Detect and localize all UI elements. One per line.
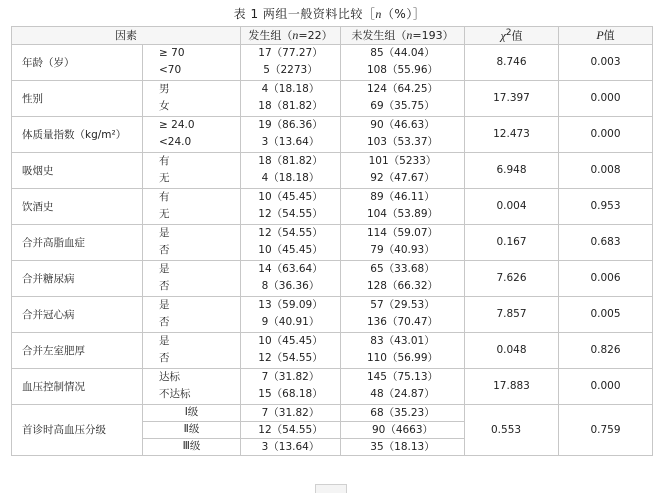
subs-line: 否 [159, 244, 170, 257]
subs-line: 否 [159, 280, 170, 293]
table-row [12, 44, 653, 80]
header-group1-suffix: =22） [298, 29, 333, 43]
table-row [12, 404, 653, 421]
group1-cell [241, 152, 341, 188]
header-factor: 因素 [12, 27, 241, 45]
g2-line: 114（59.07） [366, 226, 439, 239]
factor-cell: 合并左室肥厚 [12, 332, 143, 368]
group1-cell [241, 260, 341, 296]
p-value-cell: 0.006 [559, 260, 653, 296]
chi-square-cell: 8.746 [465, 44, 559, 80]
g1-line: 10（45.45） [258, 334, 323, 347]
chi-square-cell: 7.857 [465, 296, 559, 332]
g2-line: 79（40.93） [370, 244, 435, 257]
header-row [12, 27, 653, 45]
g2-line: 65（33.68） [370, 262, 435, 275]
bottom-tab [315, 484, 347, 493]
g2-line: 128（66.32） [366, 280, 439, 293]
factor-cell: 血压控制情况 [12, 368, 143, 404]
g1-line: 3（13.64） [261, 136, 320, 149]
header-group1-n: n [292, 28, 299, 43]
subs-line: 是 [159, 262, 170, 275]
header-chi-symbol: χ [500, 28, 506, 43]
subs-line: 女 [159, 100, 170, 113]
table-row [12, 188, 653, 224]
p-value-cell: 0.000 [559, 80, 653, 116]
g1-line: 19（86.36） [258, 118, 323, 131]
group2-cell [341, 368, 465, 404]
subs-line: 有 [159, 154, 170, 167]
group2-cell [341, 332, 465, 368]
chi-square-cell: 12.473 [465, 116, 559, 152]
g2-line: 85（44.04） [370, 46, 435, 59]
table-row [12, 260, 653, 296]
g2-line: 103（53.37） [366, 136, 439, 149]
p-value-cell: 0.826 [559, 332, 653, 368]
p-value-cell: 0.008 [559, 152, 653, 188]
group2-cell: 35（18.13） [341, 438, 465, 455]
g2-line: 124（64.25） [366, 82, 439, 95]
g1-line: 12（54.55） [258, 226, 323, 239]
header-chi-suffix: 值 [511, 29, 523, 43]
g1-line: 7（31.82） [261, 370, 320, 383]
group1-cell [241, 224, 341, 260]
caption-unit: （%）］ [381, 7, 426, 21]
p-value-cell: 0.000 [559, 368, 653, 404]
factor-cell: 饮酒史 [12, 188, 143, 224]
group2-cell [341, 188, 465, 224]
p-value-cell: 0.003 [559, 44, 653, 80]
group2-cell [341, 260, 465, 296]
g1-line: 13（59.09） [258, 298, 323, 311]
table-row [12, 332, 653, 368]
factor-cell: 首诊时高血压分级 [12, 404, 143, 455]
g1-line: 14（63.64） [258, 262, 323, 275]
chi-square-cell: 17.397 [465, 80, 559, 116]
category-cell [143, 404, 241, 421]
g2-line: 83（43.01） [370, 334, 435, 347]
factor-cell: 合并高脂血症 [12, 224, 143, 260]
category-cell [143, 438, 241, 455]
subs-line: <70 [159, 64, 182, 77]
p-value-cell: 0.953 [559, 188, 653, 224]
chi-square-cell: 6.948 [465, 152, 559, 188]
category-cell [143, 116, 241, 152]
g1-line: 4（18.18） [261, 82, 320, 95]
g1-line: 15（68.18） [258, 388, 323, 401]
factor-cell: 体质量指数（kg/m²） [12, 116, 143, 152]
header-group1-prefix: 发生组（ [248, 29, 293, 43]
p-value-cell: 0.683 [559, 224, 653, 260]
header-p-value [559, 27, 653, 45]
g2-line: 108（55.96） [366, 64, 439, 77]
subs-line: <24.0 [159, 136, 192, 149]
g1-line: 17（77.27） [258, 46, 323, 59]
g2-line: 48（24.87） [370, 388, 435, 401]
table-row [12, 368, 653, 404]
header-p-suffix: 值 [603, 29, 615, 43]
category-cell [143, 152, 241, 188]
group1-cell [241, 332, 341, 368]
subs-line: Ⅲ级 [182, 440, 201, 453]
header-group2 [341, 27, 465, 45]
subs-line: Ⅰ级 [184, 406, 199, 419]
p-value-cell: 0.000 [559, 116, 653, 152]
g1-line: 8（36.36） [261, 280, 320, 293]
chi-square-cell: 0.167 [465, 224, 559, 260]
g2-line: 92（47.67） [370, 172, 435, 185]
table-row [12, 296, 653, 332]
g2-line: 110（56.99） [366, 352, 439, 365]
g2-line: 57（29.53） [370, 298, 435, 311]
table-row [12, 80, 653, 116]
subs-line: 是 [159, 334, 170, 347]
g2-line: 104（53.89） [366, 208, 439, 221]
g2-line: 136（70.47） [366, 316, 439, 329]
chi-square-cell: 0.048 [465, 332, 559, 368]
factor-cell: 合并糖尿病 [12, 260, 143, 296]
g2-line: 90（46.63） [370, 118, 435, 131]
header-chi-square [465, 27, 559, 45]
group1-cell: 12（54.55） [241, 421, 341, 438]
category-cell [143, 332, 241, 368]
table-row [12, 152, 653, 188]
g1-line: 10（45.45） [258, 244, 323, 257]
table-row [12, 116, 653, 152]
header-chi-sup: 2 [505, 27, 512, 38]
group2-cell [341, 152, 465, 188]
subs-line: Ⅱ级 [183, 423, 200, 436]
comparison-table [11, 26, 653, 456]
chi-square-cell: 17.883 [465, 368, 559, 404]
table-caption [0, 4, 659, 24]
group1-cell [241, 80, 341, 116]
group2-cell [341, 116, 465, 152]
group2-cell: 68（35.23） [341, 404, 465, 421]
subs-line: 无 [159, 172, 170, 185]
factor-cell: 性别 [12, 80, 143, 116]
g1-line: 5（2273） [263, 64, 318, 77]
subs-line: ≥ 24.0 [159, 118, 195, 131]
subs-line: 否 [159, 352, 170, 365]
g1-line: 10（45.45） [258, 190, 323, 203]
category-cell [143, 296, 241, 332]
p-value-cell: 0.005 [559, 296, 653, 332]
chi-square-cell: 7.626 [465, 260, 559, 296]
subs-line: ≥ 70 [159, 46, 185, 59]
group2-cell [341, 224, 465, 260]
chi-square-cell: 0.004 [465, 188, 559, 224]
group1-cell [241, 296, 341, 332]
p-value-cell: 0.759 [559, 404, 653, 455]
subs-line: 有 [159, 190, 170, 203]
group2-cell: 90（4663） [341, 421, 465, 438]
header-group2-suffix: =193） [412, 29, 454, 43]
subs-line: 男 [159, 82, 170, 95]
g2-line: 101（5233） [368, 154, 437, 167]
factor-cell: 合并冠心病 [12, 296, 143, 332]
subs-line: 无 [159, 208, 170, 221]
header-group2-prefix: 未发生组（ [351, 29, 407, 43]
category-cell [143, 260, 241, 296]
chi-square-cell: 0.553 [465, 404, 559, 455]
header-group2-n: n [406, 28, 413, 43]
category-cell [143, 44, 241, 80]
group1-cell [241, 188, 341, 224]
g2-line: 69（35.75） [370, 100, 435, 113]
g2-line: 145（75.13） [366, 370, 439, 383]
category-cell [143, 368, 241, 404]
g2-line: 89（46.11） [370, 190, 435, 203]
group1-cell [241, 368, 341, 404]
subs-line: 是 [159, 226, 170, 239]
header-p-symbol: P [596, 28, 604, 43]
table-row [12, 224, 653, 260]
subs-line: 不达标 [159, 388, 191, 401]
group2-cell [341, 296, 465, 332]
g1-line: 12（54.55） [258, 208, 323, 221]
category-cell [143, 80, 241, 116]
category-cell [143, 188, 241, 224]
group2-cell [341, 44, 465, 80]
factor-cell: 吸烟史 [12, 152, 143, 188]
g1-line: 18（81.82） [258, 154, 323, 167]
header-group1 [241, 27, 341, 45]
group1-cell [241, 44, 341, 80]
category-cell [143, 224, 241, 260]
subs-line: 是 [159, 298, 170, 311]
g1-line: 9（40.91） [261, 316, 320, 329]
group1-cell [241, 116, 341, 152]
caption-lead: 表 1 两组一般资料比较［ [233, 7, 376, 21]
subs-line: 达标 [159, 370, 180, 383]
caption-n-symbol: n [375, 7, 382, 21]
factor-cell: 年龄（岁） [12, 44, 143, 80]
g1-line: 4（18.18） [261, 172, 320, 185]
group1-cell: 3（13.64） [241, 438, 341, 455]
g1-line: 12（54.55） [258, 352, 323, 365]
group1-cell: 7（31.82） [241, 404, 341, 421]
subs-line: 否 [159, 316, 170, 329]
category-cell [143, 421, 241, 438]
g1-line: 18（81.82） [258, 100, 323, 113]
group2-cell [341, 80, 465, 116]
